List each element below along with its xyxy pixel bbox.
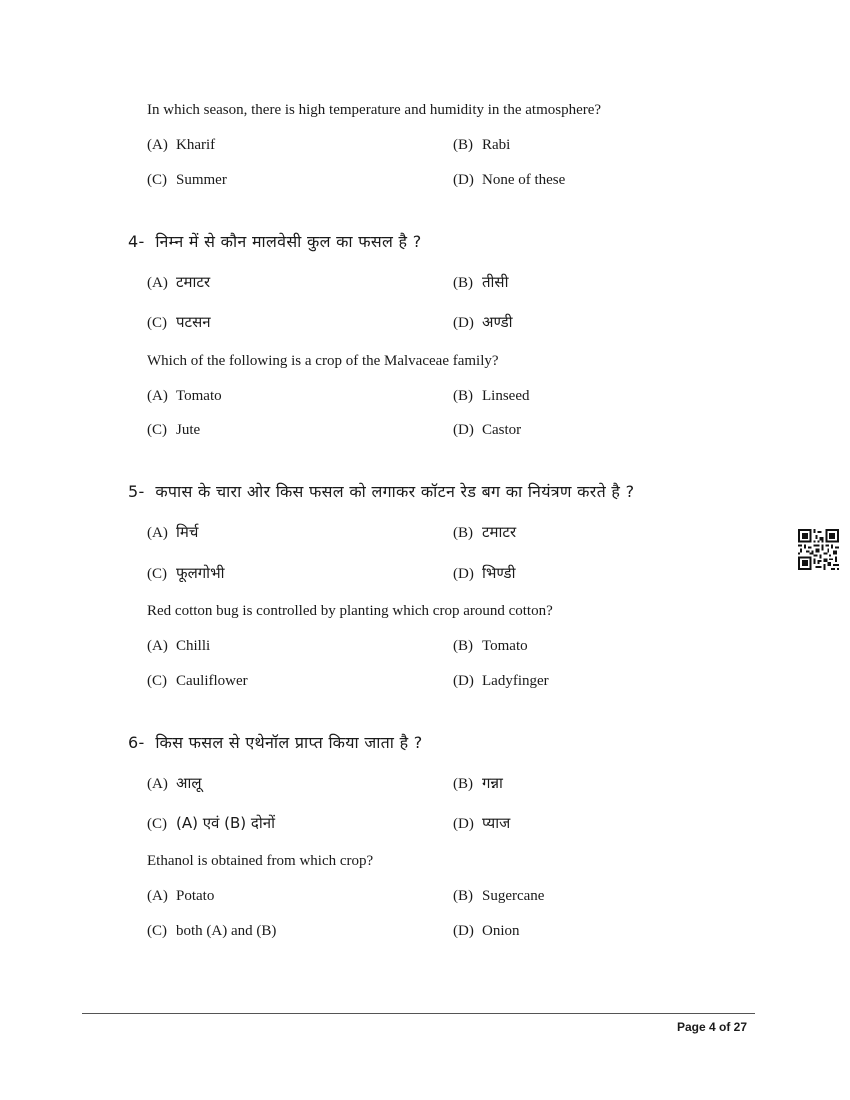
q6-option-a-en: (A) Potato [147, 888, 215, 904]
q6-number: 6- [128, 733, 145, 752]
q6-option-b-en: (B) Sugercane [453, 888, 545, 904]
q3-question-en: In which season, there is high temperature and humidity in the atmosphere? [147, 102, 602, 118]
q3-option-a-en: (A) Kharif [147, 137, 216, 153]
q6-question-hi: 6- किस फसल से एथेनॉल प्राप्त किया जाता है ? [128, 733, 423, 752]
q4-option-d-hi: (D) अण्डी [453, 313, 513, 331]
q6-question-en: Ethanol is obtained from which crop? [147, 853, 374, 869]
page-number: Page 4 of 27 [677, 1020, 748, 1034]
q5-question-en: Red cotton bug is controlled by planting which crop around cotton? [147, 603, 553, 619]
q6-option-c-hi: (C) (A) एवं (B) दोनों [147, 814, 275, 832]
q5-number: 5- [128, 482, 145, 501]
q6-option-d-hi: (D) प्याज [453, 814, 511, 832]
q6-option-c-en: (C) both (A) and (B) [147, 923, 277, 939]
q3-option-c-en: (C) Summer [147, 172, 227, 188]
q6-option-a-hi: (A) आलू [147, 774, 202, 792]
q6-option-d-en: (D) Onion [453, 923, 520, 939]
q3-option-b-en: (B) Rabi [453, 137, 511, 153]
q4-option-c-en: (C) Jute [147, 422, 201, 438]
q5-option-b-hi: (B) टमाटर [453, 523, 517, 541]
q5-option-c-hi: (C) फूलगोभी [147, 564, 225, 582]
q4-option-a-en: (A) Tomato [147, 388, 222, 404]
q5-option-a-en: (A) Chilli [147, 638, 211, 654]
q4-question-hi: 4- निम्न में से कौन मालवेसी कुल का फसल है ? [128, 232, 422, 251]
q5-option-b-en: (B) Tomato [453, 638, 528, 654]
q4-option-b-en: (B) Linseed [453, 388, 530, 404]
q4-option-d-en: (D) Castor [453, 422, 522, 438]
q5-option-c-en: (C) Cauliflower [147, 673, 248, 689]
q5-option-d-hi: (D) भिण्डी [453, 564, 516, 582]
q4-number: 4- [128, 232, 145, 251]
footer-divider [82, 1013, 755, 1014]
q3-option-d-en: (D) None of these [453, 172, 566, 188]
q5-question-hi: 5- कपास के चारा ओर किस फसल को लगाकर कॉटन रेड बग का नियंत्रण करते है ? [128, 482, 635, 501]
q4-question-en: Which of the following is a crop of the Malvaceae family? [147, 353, 499, 369]
qr-code [798, 529, 839, 570]
q5-option-d-en: (D) Ladyfinger [453, 673, 549, 689]
q5-option-a-hi: (A) मिर्च [147, 523, 199, 541]
q4-option-c-hi: (C) पटसन [147, 313, 211, 331]
q4-option-a-hi: (A) टमाटर [147, 273, 211, 291]
q4-option-b-hi: (B) तीसी [453, 273, 509, 291]
q6-option-b-hi: (B) गन्ना [453, 774, 503, 792]
